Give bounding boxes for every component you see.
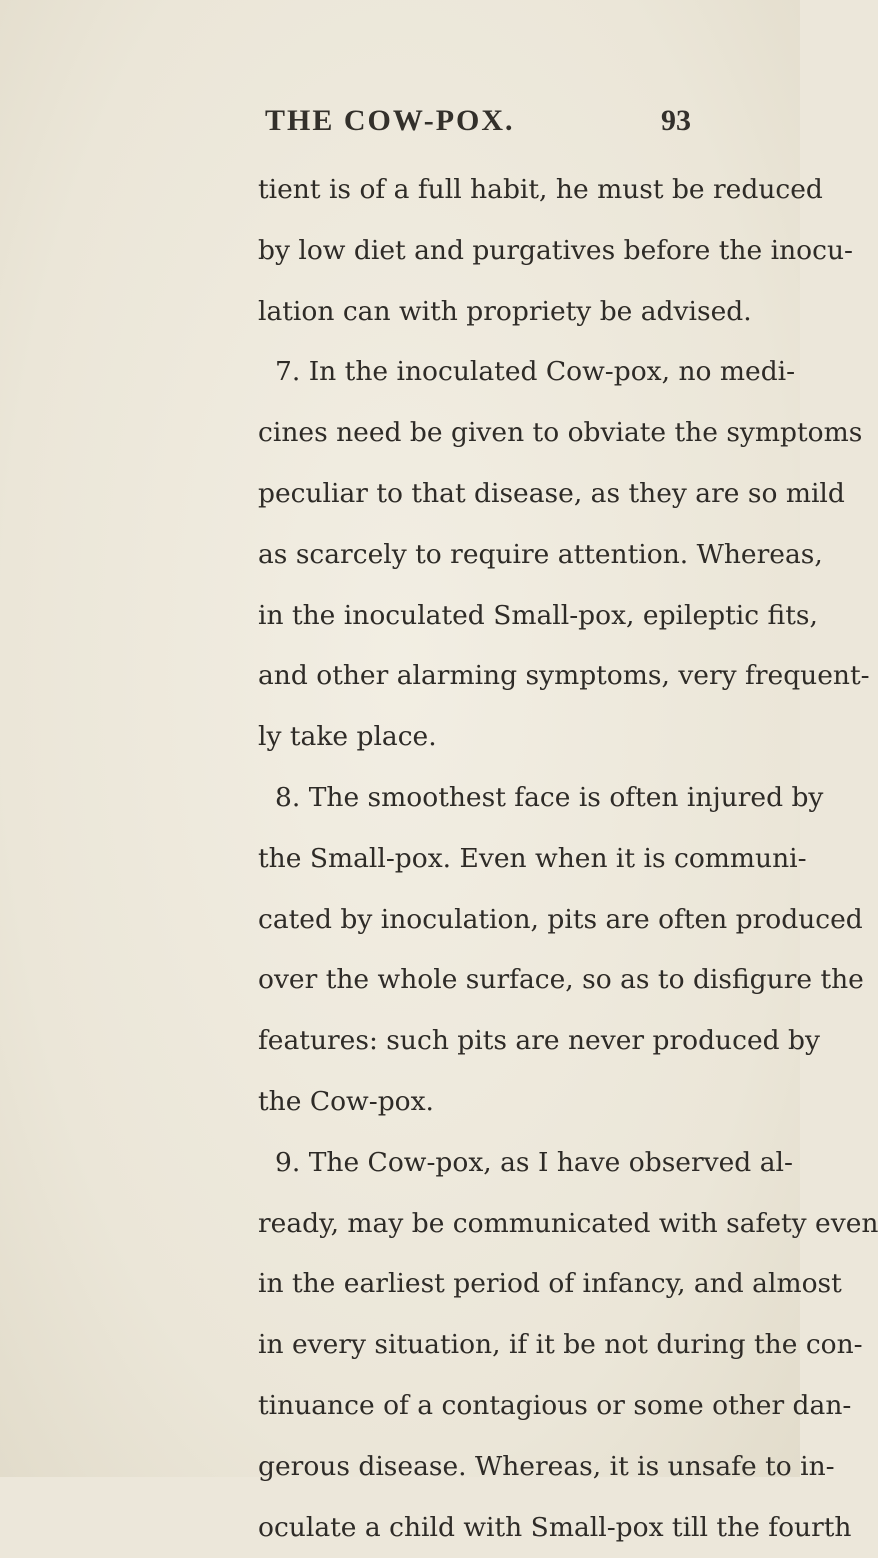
paragraph-start-line: 7. In the inoculated Cow-pox, no medi-	[275, 356, 796, 388]
text-line: in the inoculated Small-pox, epileptic fits,	[258, 599, 818, 631]
text-line: over the whole surface, so as to disfigure the	[258, 964, 864, 996]
text-line: and other alarming symptoms, very frequent-	[258, 660, 870, 692]
text-line: tient is of a full habit, he must be reduced	[258, 174, 823, 205]
text-line: the Cow-pox.	[258, 1085, 434, 1117]
text-line: cated by inoculation, pits are often produced	[258, 903, 863, 935]
text-line: as scarcely to require attention. Whereas,	[258, 538, 823, 570]
paragraph-start-line: 9. The Cow-pox, as I have observed al-	[275, 1146, 793, 1178]
text-line: cines need be given to obviate the symptoms	[258, 417, 863, 449]
text-line: ready, may be communicated with safety even	[258, 1207, 878, 1239]
running-head-title: THE COW-POX.	[265, 104, 515, 137]
text-line: in the earliest period of infancy, and almost	[258, 1268, 842, 1300]
page-number: 93	[661, 104, 691, 137]
text-line: gerous disease. Whereas, it is unsafe to in-	[258, 1450, 835, 1482]
text-line: features: such pits are never produced by	[258, 1025, 820, 1057]
text-line: by low diet and purgatives before the inocu-	[258, 234, 853, 266]
paragraph-start-line: 8. The smoothest face is often injured by	[275, 781, 824, 813]
text-line: tinuance of a contagious or some other dan-	[258, 1389, 852, 1421]
body-text	[258, 160, 878, 1558]
text-line: the Small-pox. Even when it is communi-	[258, 842, 807, 874]
text-line: in every situation, if it be not during the con-	[258, 1329, 863, 1361]
text-line: peculiar to that disease, as they are so mild	[258, 477, 845, 509]
text-line: ly take place.	[258, 721, 437, 753]
text-line: lation can with propriety be advised.	[258, 295, 752, 327]
running-head	[0, 104, 800, 144]
text-line: oculate a child with Small-pox till the fourth	[258, 1511, 852, 1543]
